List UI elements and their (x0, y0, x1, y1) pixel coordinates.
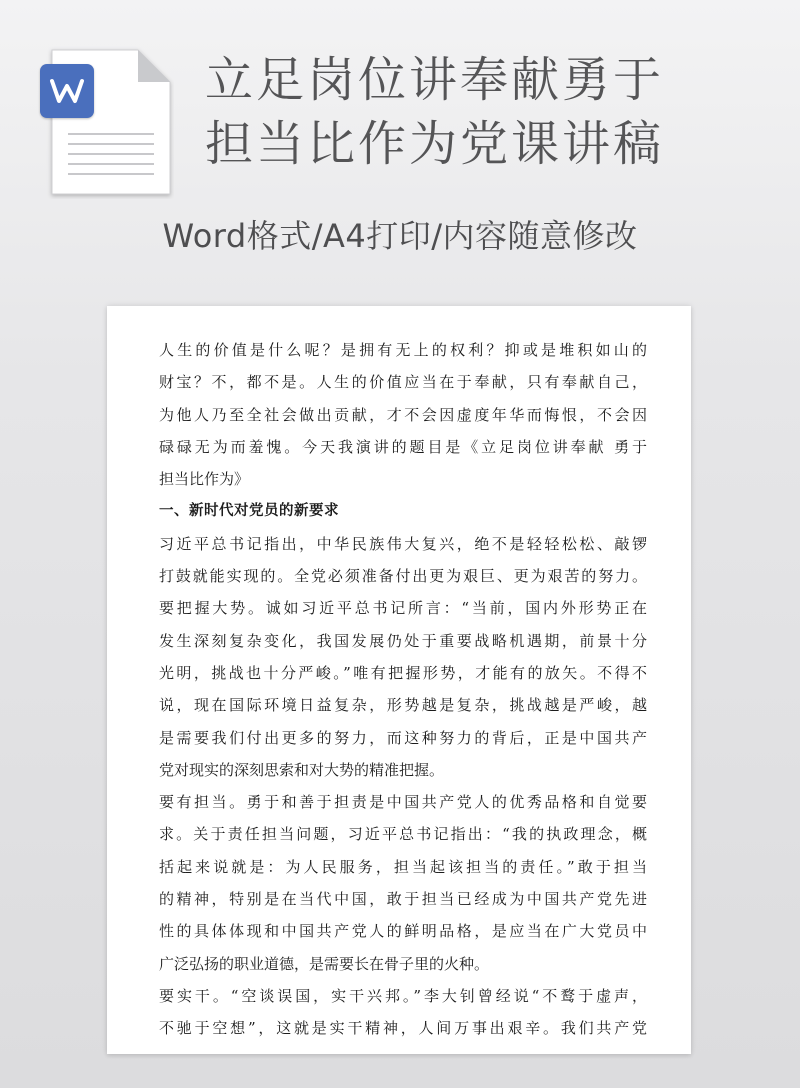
word-file-icon (40, 44, 174, 199)
title-line-2: 担当比作为党课讲稿 (205, 116, 665, 172)
text-line: 光明，挑战也十分严峻。”唯有把握形势，才能有的放矢。不得不 (159, 663, 647, 682)
document-page (107, 306, 691, 1054)
text-line: 为他人乃至全社会做出贡献，才不会因虚度年华而悔恨，不会因 (159, 405, 647, 424)
document-title (205, 48, 795, 176)
text-line: 人生的价值是什么呢？是拥有无上的权利？抑或是堆积如山的 (159, 341, 647, 359)
text-line: 括起来说就是：为人民服务，担当起该担当的责任。”敢于担当 (159, 857, 647, 876)
text-line: 党对现实的深刻思索和对大势的精准把握。 (159, 760, 445, 779)
text-line: 担当比作为》 (159, 470, 250, 489)
word-logo-icon (40, 64, 94, 118)
text-line: 是需要我们付出更多的努力，而这种努力的背后，正是中国共产 (159, 728, 647, 747)
text-line: 性的具体体现和中国共产党人的鲜明品格，是应当在广大党员中 (159, 922, 647, 941)
text-line: 要实干。“空谈误国，实干兴邦。”李大钊曾经说“不鹜于虚声， (159, 986, 647, 1005)
text-line: 发生深刻复杂变化，我国发展仍处于重要战略机遇期，前景十分 (159, 631, 647, 650)
text-line: 习近平总书记指出，中华民族伟大复兴，绝不是轻轻松松、敲锣 (159, 534, 647, 553)
text-line: 要有担当。勇于和善于担责是中国共产党人的优秀品格和自觉要 (159, 793, 647, 812)
text-line: 求。关于责任担当问题，习近平总书记指出：“我的执政理念，概 (159, 825, 647, 844)
text-line: 说，现在国际环境日益复杂，形势越是复杂，挑战越是严峻，越 (159, 696, 647, 715)
text-line: 广泛弘扬的职业道德，是需要长在骨子里的火种。 (159, 954, 490, 973)
title-line-1: 立足岗位讲奉献勇于 (205, 52, 665, 108)
text-line: 碌碌无为而羞愧。今天我演讲的题目是《立足岗位讲奉献 勇于 (159, 437, 647, 456)
text-line: 财宝？不，都不是。人生的价值应当在于奉献，只有奉献自己， (159, 373, 647, 392)
format-subtitle: Word格式/A4打印/内容随意修改 (162, 217, 638, 255)
text-line: 的精神，特别是在当代中国，敢于担当已经成为中国共产党先进 (159, 890, 647, 909)
section-heading: 一、新时代对党员的新要求 (159, 503, 339, 520)
document-body (159, 334, 647, 1045)
text-line: 不驰于空想”，这就是实干精神，人间万事出艰辛。我们共产党 (159, 1019, 647, 1038)
text-line: 要把握大势。诚如习近平总书记所言：“当前，国内外形势正在 (159, 599, 647, 618)
text-line: 打鼓就能实现的。全党必须准备付出更为艰巨、更为艰苦的努力。 (159, 567, 647, 586)
